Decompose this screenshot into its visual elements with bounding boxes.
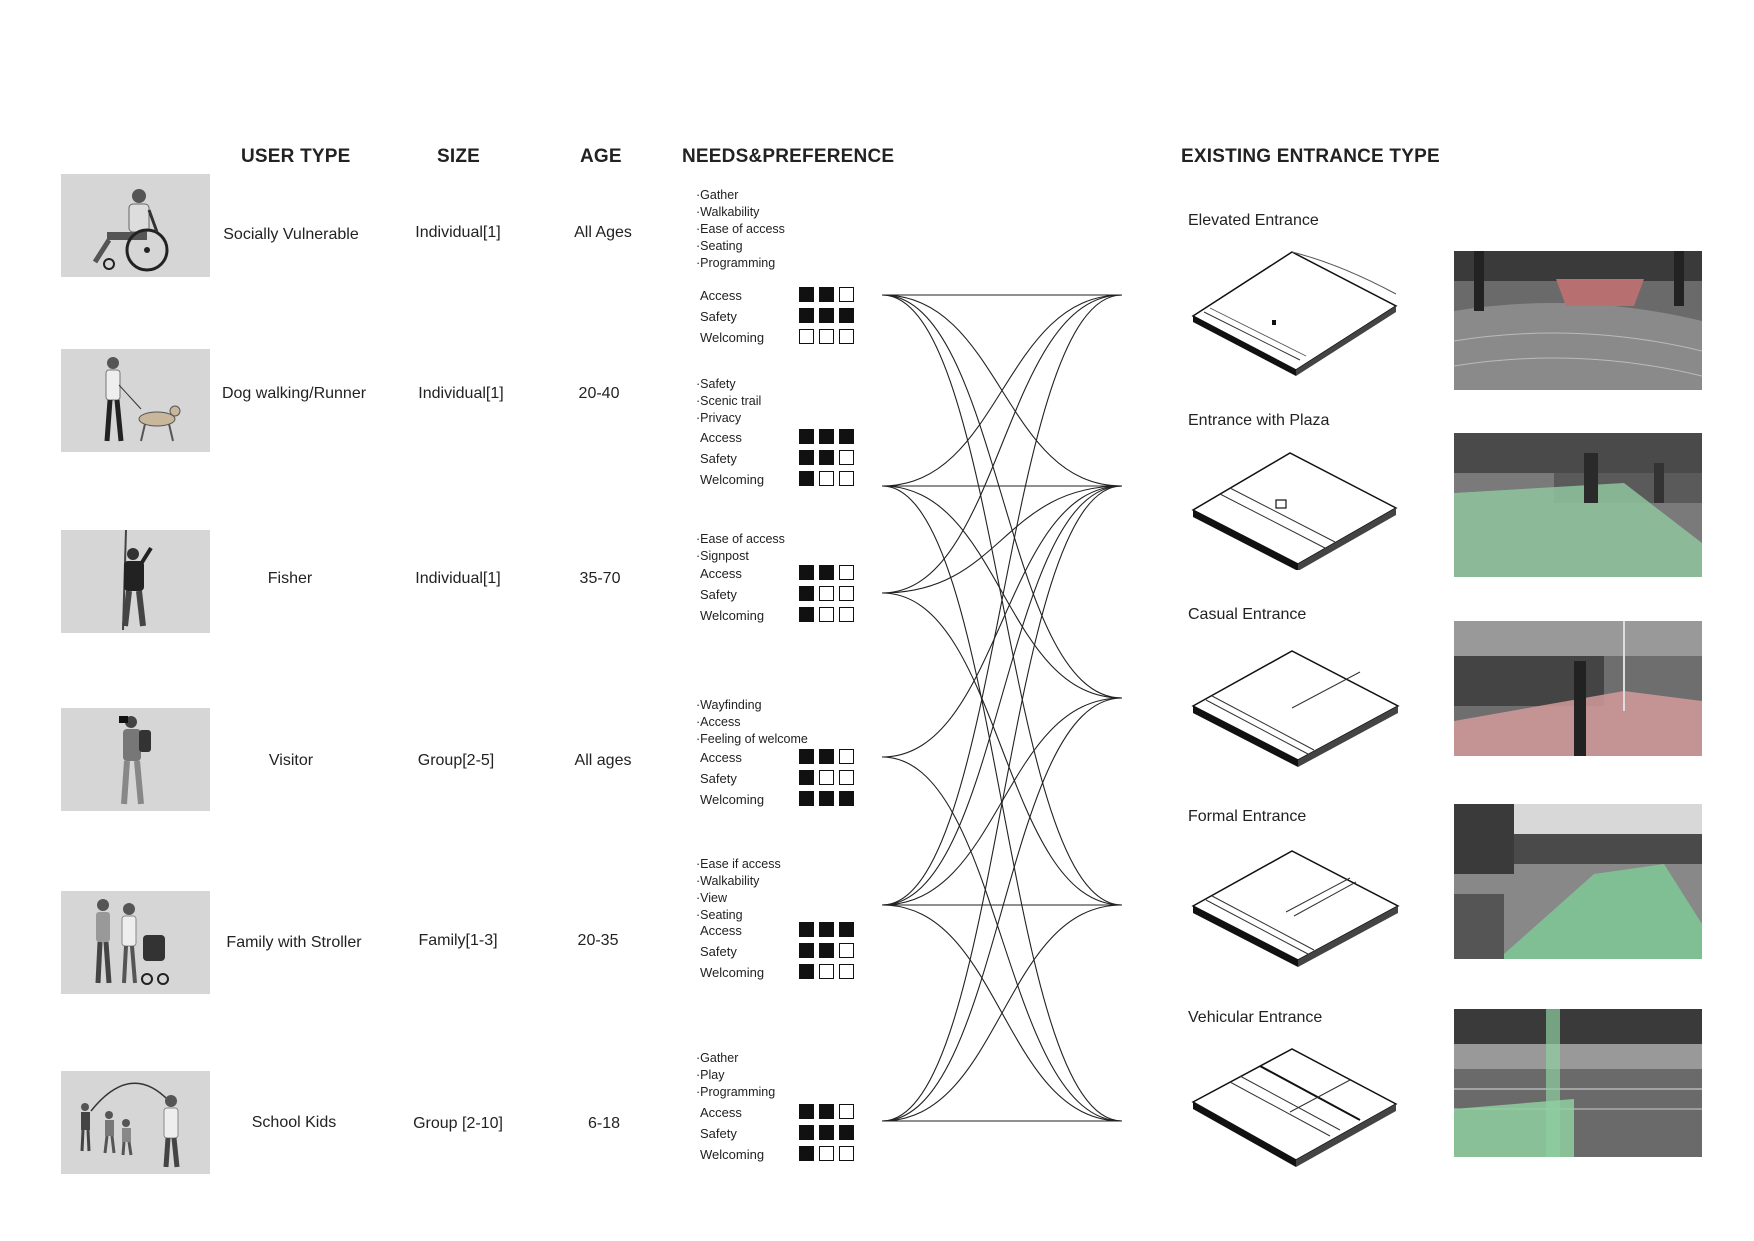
- entrance-photo-casual: [1454, 621, 1702, 756]
- rating-label: Welcoming: [700, 1147, 765, 1162]
- header-entrance-type: EXISTING ENTRANCE TYPE: [1181, 146, 1440, 167]
- rating-welcoming: [700, 606, 870, 626]
- rating-label: Safety: [700, 944, 737, 959]
- need-item: ·Signpost: [696, 549, 749, 563]
- user-size-label: Individual[1]: [418, 385, 504, 402]
- need-item: ·Gather: [696, 1051, 739, 1065]
- need-item: ·Walkability: [696, 874, 760, 888]
- user-size-label: Family[1-3]: [418, 932, 498, 949]
- rating-boxes: [799, 429, 854, 444]
- entrance-name-elevated: Elevated Entrance: [1188, 212, 1319, 229]
- rating-safety: [700, 307, 870, 327]
- rating-box-empty: [839, 607, 854, 622]
- elevated-entrance-iso-icon: [1190, 244, 1400, 379]
- rating-box-filled: [799, 586, 814, 601]
- rating-boxes: [799, 1146, 854, 1161]
- rating-box-empty: [819, 770, 834, 785]
- rating-safety: [700, 449, 870, 469]
- family-stroller-icon: [61, 891, 210, 994]
- rating-box-empty: [819, 1146, 834, 1161]
- rating-box-filled: [799, 565, 814, 580]
- rating-box-filled: [799, 1104, 814, 1119]
- user-size-label: Individual[1]: [415, 224, 501, 241]
- rating-safety: [700, 769, 870, 789]
- rating-boxes: [799, 1104, 854, 1119]
- rating-box-empty: [819, 964, 834, 979]
- vehicular-entrance-iso-icon: [1190, 1046, 1400, 1168]
- rating-boxes: [799, 565, 854, 580]
- rating-boxes: [799, 1125, 854, 1140]
- rating-boxes: [799, 791, 854, 806]
- casual-entrance-iso-icon: [1190, 648, 1400, 768]
- rating-label: Access: [700, 566, 742, 581]
- dog-walker-icon: [61, 349, 210, 452]
- rating-label: Safety: [700, 1126, 737, 1141]
- rating-box-filled: [839, 1125, 854, 1140]
- need-item: ·Programming: [696, 1085, 776, 1099]
- entrance-name-formal: Formal Entrance: [1188, 808, 1307, 825]
- rating-box-empty: [839, 287, 854, 302]
- rating-boxes: [799, 770, 854, 785]
- need-item: ·Programming: [696, 256, 776, 270]
- rating-label: Access: [700, 430, 742, 445]
- rating-box-filled: [839, 429, 854, 444]
- rating-label: Welcoming: [700, 965, 765, 980]
- needs-list-socially-vulnerable: [696, 187, 785, 272]
- rating-box-filled: [799, 943, 814, 958]
- entrance-photo-elevated: [1454, 251, 1702, 390]
- fisher-icon: [61, 530, 210, 633]
- rating-welcoming: [700, 328, 870, 348]
- formal-entrance-iso-icon: [1190, 848, 1400, 968]
- rating-box-filled: [799, 429, 814, 444]
- header-user-type: USER TYPE: [241, 146, 351, 167]
- wheelchair-user-icon: [61, 174, 210, 277]
- user-age-label: 20-40: [578, 385, 620, 402]
- need-item: ·Ease of access: [696, 532, 785, 546]
- rating-label: Safety: [700, 587, 737, 602]
- rating-boxes: [799, 471, 854, 486]
- rating-access: [700, 286, 870, 306]
- rating-access: [700, 1103, 870, 1123]
- rating-label: Safety: [700, 451, 737, 466]
- needs-list-dog-walking-runner: [696, 376, 761, 427]
- need-item: ·Scenic trail: [696, 394, 762, 408]
- rating-label: Safety: [700, 771, 737, 786]
- rating-box-filled: [799, 791, 814, 806]
- user-size-label: Individual[1]: [415, 570, 501, 587]
- user-age-label: All Ages: [574, 224, 632, 241]
- rating-box-filled: [839, 791, 854, 806]
- rating-box-filled: [799, 770, 814, 785]
- need-item: ·Safety: [696, 377, 736, 391]
- needs-list-fisher: [696, 531, 785, 565]
- needs-list-school-kids: [696, 1050, 775, 1101]
- rating-boxes: [799, 607, 854, 622]
- rating-box-filled: [819, 1104, 834, 1119]
- rating-box-filled: [799, 1125, 814, 1140]
- rating-box-empty: [819, 586, 834, 601]
- rating-box-filled: [819, 565, 834, 580]
- entrance-photo-formal: [1454, 804, 1702, 959]
- rating-box-filled: [799, 964, 814, 979]
- entrance-name-plaza: Entrance with Plaza: [1188, 412, 1330, 429]
- rating-access: [700, 428, 870, 448]
- rating-box-filled: [819, 922, 834, 937]
- rating-label: Access: [700, 288, 742, 303]
- rating-box-filled: [819, 791, 834, 806]
- header-age: AGE: [580, 146, 622, 167]
- rating-label: Welcoming: [700, 792, 765, 807]
- user-size-label: Group[2-5]: [417, 752, 495, 769]
- entrance-name-casual: Casual Entrance: [1188, 606, 1307, 623]
- rating-box-empty: [839, 770, 854, 785]
- rating-box-filled: [819, 450, 834, 465]
- user-type-label: Socially Vulnerable: [223, 226, 359, 243]
- needs-list-visitor: [696, 697, 808, 748]
- need-item: ·Seating: [696, 908, 743, 922]
- rating-box-empty: [799, 329, 814, 344]
- entrance-photo-plaza: [1454, 433, 1702, 577]
- rating-access: [700, 564, 870, 584]
- rating-boxes: [799, 308, 854, 323]
- rating-label: Welcoming: [700, 330, 765, 345]
- user-type-label: Fisher: [267, 570, 313, 587]
- rating-box-empty: [839, 964, 854, 979]
- user-type-label: Visitor: [268, 752, 314, 769]
- rating-box-empty: [819, 471, 834, 486]
- user-type-label: Family with Stroller: [226, 934, 362, 951]
- need-item: ·Walkability: [696, 205, 760, 219]
- rating-box-empty: [839, 586, 854, 601]
- rating-box-filled: [799, 749, 814, 764]
- rating-boxes: [799, 964, 854, 979]
- rating-label: Welcoming: [700, 472, 765, 487]
- plaza-entrance-iso-icon: [1190, 450, 1400, 570]
- rating-safety: [700, 942, 870, 962]
- need-item: ·Feeling of welcome: [696, 732, 808, 746]
- rating-label: Safety: [700, 309, 737, 324]
- rating-access: [700, 921, 870, 941]
- rating-box-filled: [819, 943, 834, 958]
- rating-box-filled: [819, 429, 834, 444]
- need-item: ·Ease if access: [696, 857, 781, 871]
- rating-box-filled: [799, 607, 814, 622]
- rating-label: Access: [700, 1105, 742, 1120]
- user-age-label: 35-70: [579, 570, 621, 587]
- header-size: SIZE: [437, 146, 481, 167]
- need-item: ·Seating: [696, 239, 743, 253]
- rating-box-empty: [839, 565, 854, 580]
- rating-access: [700, 748, 870, 768]
- rating-box-filled: [799, 1146, 814, 1161]
- rating-box-filled: [819, 1125, 834, 1140]
- user-age-label: All ages: [574, 752, 632, 769]
- user-type-label: School Kids: [251, 1114, 337, 1131]
- rating-label: Access: [700, 923, 742, 938]
- rating-box-filled: [819, 308, 834, 323]
- rating-welcoming: [700, 470, 870, 490]
- need-item: ·Play: [696, 1068, 725, 1082]
- rating-box-filled: [799, 308, 814, 323]
- need-item: ·Privacy: [696, 411, 742, 425]
- user-age-label: 20-35: [577, 932, 619, 949]
- need-item: ·Wayfinding: [696, 698, 762, 712]
- user-age-label: 6-18: [587, 1115, 621, 1132]
- rating-boxes: [799, 749, 854, 764]
- rating-label: Access: [700, 750, 742, 765]
- user-size-label: Group [2-10]: [413, 1115, 503, 1132]
- rating-box-filled: [799, 922, 814, 937]
- rating-box-empty: [839, 1146, 854, 1161]
- rating-label: Welcoming: [700, 608, 765, 623]
- rating-welcoming: [700, 790, 870, 810]
- rating-box-filled: [839, 922, 854, 937]
- rating-box-filled: [799, 471, 814, 486]
- rating-boxes: [799, 586, 854, 601]
- rating-box-empty: [839, 471, 854, 486]
- rating-box-filled: [799, 450, 814, 465]
- header-needs: NEEDS&PREFERENCE: [682, 146, 895, 167]
- rating-safety: [700, 585, 870, 605]
- visitor-photographer-icon: [61, 708, 210, 811]
- rating-safety: [700, 1124, 870, 1144]
- rating-boxes: [799, 329, 854, 344]
- rating-box-empty: [839, 943, 854, 958]
- rating-welcoming: [700, 963, 870, 983]
- need-item: ·Gather: [696, 188, 739, 202]
- rating-box-filled: [819, 749, 834, 764]
- rating-boxes: [799, 943, 854, 958]
- rating-box-empty: [819, 607, 834, 622]
- rating-box-filled: [819, 287, 834, 302]
- need-item: ·Access: [696, 715, 741, 729]
- rating-box-filled: [839, 308, 854, 323]
- rating-box-empty: [819, 329, 834, 344]
- rating-box-empty: [839, 749, 854, 764]
- entrance-photo-vehicular: [1454, 1009, 1702, 1157]
- rating-boxes: [799, 450, 854, 465]
- need-item: ·Ease of access: [696, 222, 785, 236]
- rating-boxes: [799, 922, 854, 937]
- rating-box-filled: [799, 287, 814, 302]
- user-type-label: Dog walking/Runner: [221, 385, 367, 402]
- school-kids-icon: [61, 1071, 210, 1174]
- rating-boxes: [799, 287, 854, 302]
- need-item: ·View: [696, 891, 728, 905]
- entrance-name-vehicular: Vehicular Entrance: [1188, 1009, 1323, 1026]
- rating-box-empty: [839, 450, 854, 465]
- rating-box-empty: [839, 329, 854, 344]
- rating-box-empty: [839, 1104, 854, 1119]
- rating-welcoming: [700, 1145, 870, 1165]
- needs-list-family-with-stroller: [696, 856, 781, 924]
